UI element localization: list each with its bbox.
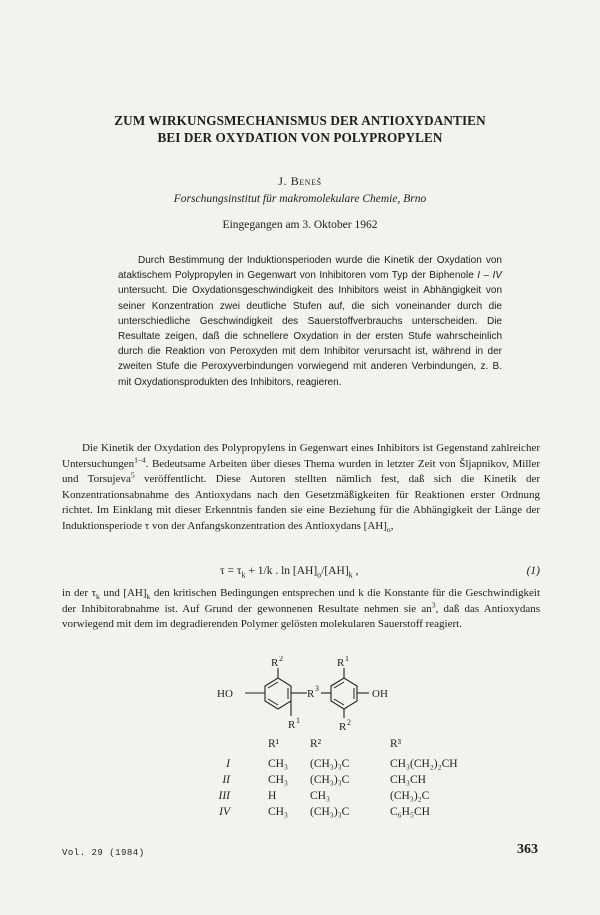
left-r-bottom-label: R [288,719,296,731]
abstract [118,253,502,390]
ho-label: HO [217,688,233,700]
table-header-r1: R¹ [268,738,280,750]
p1-text-d: , [390,519,394,532]
p2-text-a: in der τ [62,587,96,599]
institute: Forschungsinstitut für makromolekulare Chemie, Brno [173,193,427,205]
table-header-r2: R² [310,738,322,750]
substituent-table [190,738,458,822]
compound-id: IV [219,806,230,818]
cell-r1: CH₃ [268,758,288,770]
equation-formula [220,565,359,580]
cell-r2: (CH₃)₃C [310,758,350,770]
right-r-bottom-label: R [339,721,347,733]
paper-title [60,112,540,146]
cell-r3: CH₃CH [390,774,426,786]
cell-r3: (CH₃)₂C [390,790,430,802]
p2-text-d: , daß das Antioxydans vorwiegend mit dem im degradierenden Polymer gelösten molekularen Sauerstoff reagiert. [62,602,540,631]
table-row [190,790,458,806]
abstract-text-2: untersucht. Die Oxydationsgeschwindigkeit des Inhibitors weist in Abhängigkeit von seiner Konzentration zwei deutliche Stufen auf, die sich voneinander durch die unterschiedliche Geschwindigkeit des Sauerstoffverbrauchs unterscheiden. Die Resultate zeigen, daß die schnellere Oxydation in der ersten Stufe wahrscheinlich durch die Reaktion von Peroxyden mit dem Inhibitor verursacht ist, während in der zweiten Stufe die Peroxyverbindungen vorwiegend mit anderen Verbindungen, z. B. mit Oxydationsprodukten des Inhibitors, reagieren. [118,285,502,388]
eq-mid: + 1/k . ln [AH] [245,565,318,577]
left-benzene-ring [265,678,291,709]
table-header-row [190,738,458,758]
received-date: Eingegangen am 3. Oktober 1962 [222,219,378,231]
p2-citation: 3 [431,599,436,609]
left-r-top-sup: 2 [279,656,283,663]
p2-sub-1: k [96,592,100,602]
table-row [190,758,458,774]
journal-volume: Vol. 29 (1984) [62,848,145,858]
cell-r3: CH₃(CH₂)₂CH [390,758,458,770]
left-r-bottom-sup: 1 [296,716,300,725]
table-row [190,774,458,790]
abstract-compound-range: I – IV [477,270,502,282]
title-line-2: BEI DER OXYDATION VON POLYPROPYLEN [157,130,443,145]
cell-r2: (CH₃)₃C [310,806,350,818]
bridge-r-label: R [307,688,315,700]
table-header-r3: R³ [390,738,402,750]
eq-div: /[AH] [321,565,349,577]
table-row [190,806,458,822]
oh-label: OH [372,688,388,700]
cell-r2: (CH₃)₃C [310,774,350,786]
left-r-top-label: R [271,657,279,669]
page-number: 363 [517,842,538,857]
right-r-bottom-sup: 2 [347,718,351,727]
cell-r2: CH₃ [310,790,330,802]
table-header-blank [190,738,268,758]
p1-subscript: o [386,525,391,535]
p1-text-b: . Bedeutsame Arbeiten über dieses Thema wurden in letzter Zeit von Šljapnikov, Miller und Torsujeva [62,457,540,486]
eq-tail: , [352,565,359,577]
cell-r1: CH₃ [268,774,288,786]
abstract-text-1: Durch Bestimmung der Induktionsperioden wurde die Kinetik der Oxydation von ataktischem Polypropylen in Gegenwart von Inhibitoren vom Typ der Biphenole [118,255,502,282]
body-paragraph-2 [62,586,540,633]
p1-citation-1: 1–4 [134,454,146,464]
p1-text-c: veröffentlicht. Diese Autoren stellten nämlich fest, daß sich die Kinetik der Konzentrationsabnahme des Antioxydans nach den Gesetzmäßigkeiten für Reaktionen erster Ordnung richtet. Im Einklang mit dieser Erkenntnis fanden sie eine Beziehung für die Abhängigkeit der Länge der Induktionsperiode τ von der Anfangskonzentration des Antioxydans [AH] [62,473,540,532]
right-r-top-label: R [337,657,345,669]
p2-text-b: und [AH] [99,587,147,599]
cell-r1: H [268,790,277,802]
p2-sub-2: k [146,592,151,602]
title-line-1: ZUM WIRKUNGSMECHANISMUS DER ANTIOXYDANTIEN [114,113,486,128]
cell-r1: CH₃ [268,806,288,818]
eq-sub-k2: k [348,570,353,580]
equation-number: (1) [526,565,540,577]
eq-sub-o: o [317,570,322,580]
bridge-r-sup: 3 [315,684,319,693]
p2-text-c: den kritischen Bedingungen entsprechen und k die Konstante für die Geschwindigkeit der Inhibitorabnahme ist. Auf Grund der gewonnenen Resultate nehmen sie an [62,587,540,615]
biphenol-structure [195,656,415,736]
compound-id: III [218,790,230,802]
body-paragraph-1 [62,441,540,535]
right-r-top-sup: 1 [345,656,349,663]
p1-citation-2: 5 [130,470,135,480]
p1-text-a: Die Kinetik der Oxydation des Polypropylens in Gegenwart eines Inhibitors ist Gegenstand zahlreicher Untersuchungen [62,442,540,470]
compound-id: I [226,758,230,770]
compound-id: II [222,774,230,786]
author: J. Beneš [278,174,322,188]
equation-1 [62,565,540,583]
right-benzene-ring [331,678,357,709]
cell-r3: C₆H₅CH [390,806,430,818]
eq-sub-k1: k [241,570,246,580]
eq-lhs: τ = τ [220,565,242,577]
